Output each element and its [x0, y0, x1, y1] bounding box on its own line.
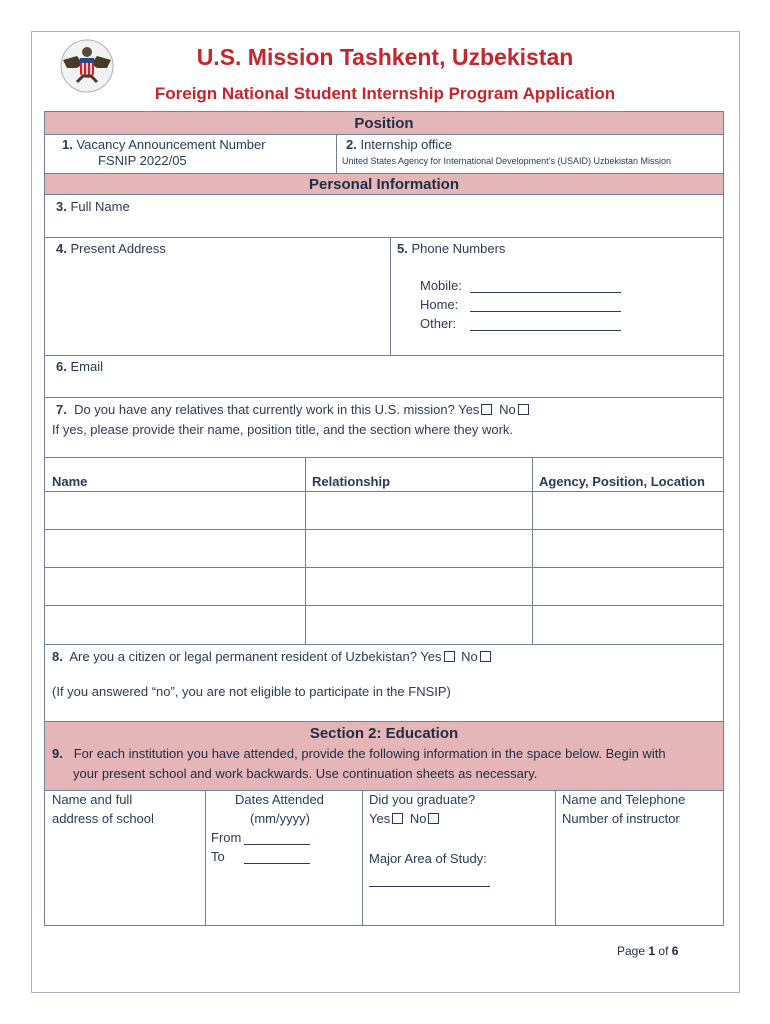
- personal-heading: Personal Information: [308, 176, 460, 193]
- citizenship-question-cell: [44, 644, 724, 722]
- q7-no-label: No: [499, 402, 516, 417]
- position-section-header: [44, 111, 724, 135]
- vacancy-cell[interactable]: [44, 134, 337, 174]
- q9-number: 9.: [52, 746, 63, 761]
- page-number: [617, 944, 678, 958]
- rel-header-agency-text: Agency, Position, Location: [539, 474, 705, 489]
- mobile-label: Mobile:: [420, 278, 462, 293]
- table-cell[interactable]: [44, 491, 306, 530]
- school-col-label-1: Name and full: [52, 792, 133, 807]
- graduate-yes-checkbox[interactable]: [392, 813, 403, 824]
- table-cell[interactable]: [532, 529, 724, 568]
- other-field[interactable]: [470, 316, 621, 331]
- q9-text-line2: your present school and work backwards. Use continuation sheets as necessary.: [73, 766, 538, 781]
- q1-number: 1.: [62, 137, 73, 152]
- internship-office-value: United States Agency for International Development’s (USAID) Uzbekistan Mission: [342, 156, 671, 166]
- table-cell[interactable]: [305, 491, 533, 530]
- q7-instructions: If yes, please provide their name, position title, and the section where they work.: [52, 422, 514, 437]
- phone-numbers-cell: [390, 237, 724, 356]
- page-total: 6: [671, 944, 679, 958]
- q2-number: 2.: [346, 137, 357, 152]
- dates-col-label-1: Dates Attended: [235, 792, 324, 807]
- table-cell[interactable]: [532, 567, 724, 606]
- position-heading: Position: [354, 115, 414, 132]
- q7-no-checkbox[interactable]: [518, 404, 529, 415]
- q5-number: 5.: [397, 241, 408, 256]
- q2-label: Internship office: [360, 137, 453, 152]
- instructor-col-label-1: Name and Telephone: [562, 792, 686, 807]
- email-field[interactable]: [44, 355, 724, 398]
- q8-note: (If you answered “no”, you are not eligible to participate in the FNSIP): [52, 684, 451, 699]
- q8-no-checkbox[interactable]: [480, 651, 491, 662]
- education-heading: Section 2: Education: [309, 725, 459, 742]
- present-address-field[interactable]: [44, 237, 391, 356]
- q8-number: 8.: [52, 649, 63, 664]
- rel-header-agency: [532, 457, 724, 492]
- instructor-col-label-2: Number of instructor: [562, 811, 680, 826]
- education-section-header: [44, 721, 724, 791]
- table-cell[interactable]: [532, 605, 724, 645]
- table-cell[interactable]: [44, 605, 306, 645]
- table-cell[interactable]: [305, 529, 533, 568]
- from-label: From: [211, 830, 242, 845]
- q1-label: Vacancy Announcement Number: [76, 137, 266, 152]
- page-title: U.S. Mission Tashkent, Uzbekistan: [196, 44, 574, 70]
- table-cell[interactable]: [305, 567, 533, 606]
- table-cell[interactable]: [532, 491, 724, 530]
- graduate-no-checkbox[interactable]: [428, 813, 439, 824]
- q5-label: Phone Numbers: [411, 241, 506, 256]
- major-field[interactable]: [369, 872, 490, 887]
- q8-yes-checkbox[interactable]: [444, 651, 455, 662]
- graduation-cell: [362, 790, 556, 926]
- table-cell[interactable]: [44, 567, 306, 606]
- q7-number: 7.: [56, 402, 67, 417]
- page-subtitle: Foreign National Student Internship Program Application: [154, 84, 616, 103]
- school-name-address-cell[interactable]: [44, 790, 206, 926]
- major-label: Major Area of Study:: [369, 851, 487, 866]
- q7-text: Do you have any relatives that currently work in this U.S. mission? Yes: [74, 402, 480, 417]
- graduate-no-label: No: [409, 811, 427, 826]
- q8-no-label: No: [461, 649, 478, 664]
- graduate-col-label: Did you graduate?: [369, 792, 476, 807]
- table-cell[interactable]: [305, 605, 533, 645]
- dates-col-label-2: (mm/yyyy): [250, 811, 310, 826]
- q9-text-line1: For each institution you have attended, provide the following information in the space below. Begin with: [73, 746, 666, 761]
- vacancy-number-value: FSNIP 2022/05: [98, 153, 187, 168]
- internship-office-cell[interactable]: [336, 134, 724, 174]
- rel-header-relationship: [305, 457, 533, 492]
- table-cell[interactable]: [44, 529, 306, 568]
- full-name-field[interactable]: [44, 194, 724, 238]
- home-label: Home:: [420, 297, 459, 312]
- q7-yes-checkbox[interactable]: [481, 404, 492, 415]
- rel-header-name: [44, 457, 306, 492]
- q3-number: 3.: [56, 199, 67, 214]
- relatives-question-cell: [44, 397, 724, 458]
- personal-section-header: [44, 173, 724, 195]
- to-label: To: [211, 849, 225, 864]
- other-label: Other:: [420, 316, 457, 331]
- home-field[interactable]: [470, 297, 621, 312]
- page-word: Page: [617, 944, 646, 958]
- q6-label: Email: [70, 359, 103, 374]
- mobile-field[interactable]: [470, 278, 621, 293]
- q3-label: Full Name: [70, 199, 130, 214]
- page-current: 1: [648, 944, 656, 958]
- to-date-field[interactable]: [244, 849, 310, 864]
- graduate-yes-label: Yes: [369, 811, 391, 826]
- q6-number: 6.: [56, 359, 67, 374]
- q4-number: 4.: [56, 241, 67, 256]
- school-col-label-2: address of school: [52, 811, 154, 826]
- rel-header-name-text: Name: [52, 474, 88, 489]
- q8-text: Are you a citizen or legal permanent resident of Uzbekistan? Yes: [69, 649, 442, 664]
- instructor-cell[interactable]: [555, 790, 724, 926]
- dates-attended-cell: [205, 790, 363, 926]
- page-of-word: of: [658, 944, 669, 958]
- rel-header-relationship-text: Relationship: [312, 474, 391, 489]
- q4-label: Present Address: [70, 241, 166, 256]
- from-date-field[interactable]: [244, 830, 310, 845]
